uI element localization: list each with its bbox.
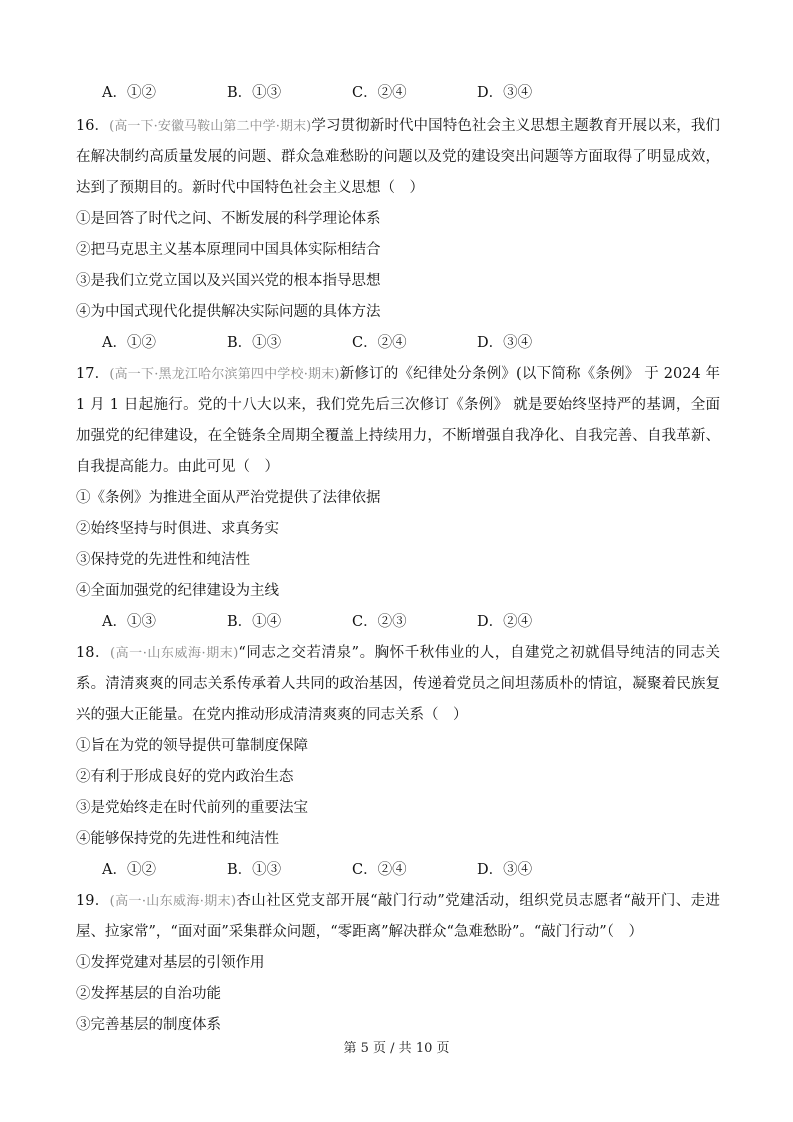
option-b: B．①③ xyxy=(227,862,282,878)
option-c: C．②④ xyxy=(352,335,407,351)
question-19 xyxy=(76,886,720,1041)
question-text: 杏山社区党支部开展“敲门行动”党建活动，组织党员志愿者“敲开门、走进屋、拉家常”，“面对面”采集群众问题，“零距离”解决群众“急难愁盼”。“敲门行动”（ ） xyxy=(76,893,720,940)
q15-options xyxy=(76,78,720,109)
option-a: A．①② xyxy=(102,85,156,101)
statement-2: ②有利于形成良好的党内政治生态 xyxy=(76,769,294,785)
statement-1: ①旨在为党的领导提供可靠制度保障 xyxy=(76,738,308,754)
question-number: 16． xyxy=(76,118,110,134)
question-17 xyxy=(76,359,720,638)
statement-3: ③是党始终走在时代前列的重要法宝 xyxy=(76,800,308,816)
question-text: “同志之交若清泉”。胸怀千秋伟业的人，自建党之初就倡导纯洁的同志关系。清清爽爽的同志关系传承着人共同的政治基因，传递着党员之间坦荡质朴的情谊，凝聚着民族复兴的强大正能量。在党内推动形成清清爽爽的同志关系（ ） xyxy=(76,645,720,723)
option-d: D．③④ xyxy=(477,85,533,101)
option-a: A．①② xyxy=(102,862,156,878)
question-number: 18． xyxy=(76,645,111,661)
option-b: B．①④ xyxy=(227,614,282,630)
option-d: D．③④ xyxy=(477,862,533,878)
option-a: A．①② xyxy=(102,335,156,351)
question-18 xyxy=(76,638,720,886)
option-c: C．②③ xyxy=(352,614,407,630)
statement-1: ①发挥党建对基层的引领作用 xyxy=(76,955,265,971)
page-footer: 第 5 页 / 共 10 页 xyxy=(343,1041,450,1056)
question-stem xyxy=(76,886,720,948)
q16-options xyxy=(76,328,720,359)
statement-2: ②把马克思主义基本原理同中国具体实际相结合 xyxy=(76,242,381,258)
statement-2: ②始终坚持与时俱进、求真务实 xyxy=(76,521,279,537)
option-b: B．①③ xyxy=(227,335,282,351)
option-d: D．③④ xyxy=(477,335,533,351)
question-16 xyxy=(76,111,720,359)
question-source: (高一下·黑龙江哈尔滨第四中学校·期末) xyxy=(109,367,340,382)
question-source: (高一下·安徽马鞍山第二中学·期末) xyxy=(109,119,312,134)
question-text: 学习贯彻新时代中国特色社会主义思想主题教育开展以来，我们在解决制约高质量发展的问题、群众急难愁盼的问题以及党的建设突出问题等方面取得了明显成效，达到了预期目的。新时代中国特色社会主义思想（ ） xyxy=(76,118,721,196)
statement-3: ③保持党的先进性和纯洁性 xyxy=(76,552,250,568)
statement-3: ③是我们立党立国以及兴国兴党的根本指导思想 xyxy=(76,273,381,289)
statement-4: ④全面加强党的纪律建设为主线 xyxy=(76,583,279,599)
statement-4: ④为中国式现代化提供解决实际问题的具体方法 xyxy=(76,304,381,320)
option-d: D．②④ xyxy=(477,614,533,630)
statement-1: ①是回答了时代之问、不断发展的科学理论体系 xyxy=(76,211,381,227)
option-c: C．②④ xyxy=(352,85,407,101)
q17-options xyxy=(76,607,720,638)
question-source: (高一·山东威海·期末) xyxy=(110,646,239,661)
option-c: C．②④ xyxy=(352,862,407,878)
question-stem xyxy=(76,111,720,204)
statement-1: ①《条例》为推进全面从严治党提供了法律依据 xyxy=(76,490,381,506)
statement-3: ③完善基层的制度体系 xyxy=(76,1017,221,1033)
page-content xyxy=(76,78,720,1041)
question-source: (高一·山东威海·期末) xyxy=(109,894,237,909)
question-stem xyxy=(76,638,720,731)
question-stem xyxy=(76,359,720,483)
option-a: A．①③ xyxy=(102,614,156,630)
statement-4: ④能够保持党的先进性和纯洁性 xyxy=(76,831,279,847)
option-b: B．①③ xyxy=(227,85,282,101)
question-number: 19． xyxy=(76,893,110,909)
question-text: 新修订的《纪律处分条例》(以下简称《条例》 于 2024 年 1 月 1 日起施行。党的十八大以来，我们党先后三次修订《条例》 就是要始终坚持严的基调，全面加强党的纪律建设，在全链条全周期全覆盖上持续用力，不断增强自我净化、自我完善、自我革新、自我提高能力。由此可见（ ） xyxy=(76,366,720,475)
q18-options xyxy=(76,855,720,886)
question-number: 17． xyxy=(76,366,110,382)
statement-2: ②发挥基层的自治功能 xyxy=(76,986,221,1002)
